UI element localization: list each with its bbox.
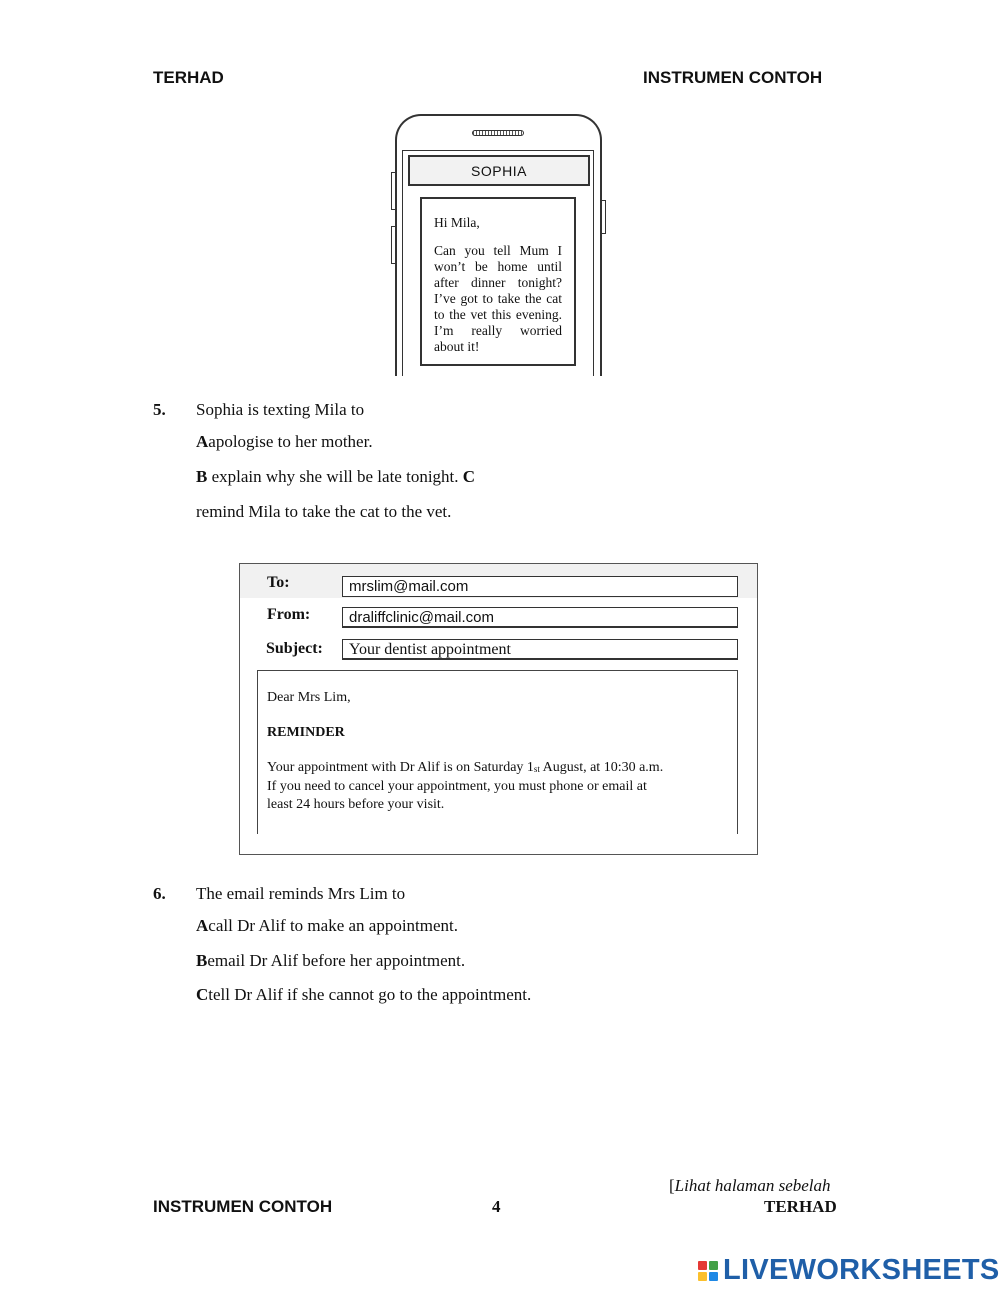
phone-side-button-icon bbox=[391, 226, 395, 264]
logo-squares-icon bbox=[698, 1261, 718, 1281]
message-greeting: Hi Mila, bbox=[434, 215, 480, 230]
email-body bbox=[257, 670, 738, 834]
logo-text: LIVEWORKSHEETS bbox=[723, 1254, 1000, 1286]
option-text: email Dr Alif before her appointment. bbox=[207, 951, 466, 970]
question-6-option-c[interactable] bbox=[196, 985, 531, 1005]
email-body-text: Your appointment with Dr Alif is on Saturday 1st August, at 10:30 a.m. If you need to cancel your appointment, you must phone or email at least 24 hours before your visit. bbox=[267, 760, 664, 812]
question-5-number: 5. bbox=[153, 400, 166, 419]
option-text: call Dr Alif to make an appointment. bbox=[208, 916, 459, 935]
option-text: remind Mila to take the cat to the vet. bbox=[196, 502, 452, 521]
email-subject-field: Your dentist appointment bbox=[342, 639, 738, 660]
footer-note: [Lihat halaman sebelah bbox=[669, 1176, 831, 1195]
option-letter: A bbox=[196, 916, 209, 935]
question-6-stem: The email reminds Mrs Lim to bbox=[196, 884, 406, 903]
header-left: TERHAD bbox=[153, 68, 224, 87]
email-to-label: To: bbox=[267, 574, 290, 591]
liveworksheets-logo[interactable] bbox=[698, 1254, 1000, 1287]
text-message bbox=[420, 197, 576, 366]
option-letter: C bbox=[462, 467, 476, 486]
question-5-stem: Sophia is texting Mila to bbox=[196, 400, 365, 419]
header-right: INSTRUMEN CONTOH bbox=[643, 68, 823, 87]
question-6-option-a[interactable] bbox=[196, 916, 458, 936]
option-text: tell Dr Alif if she cannot go to the appointment. bbox=[208, 985, 532, 1004]
message-body: Can you tell Mum I won’t be home until after dinner tonight? I’ve got to take the cat to the vet this evening. I’m really worried about it! bbox=[434, 243, 562, 354]
page-number: 4 bbox=[492, 1197, 501, 1216]
email-salutation: Dear Mrs Lim, bbox=[267, 690, 351, 705]
option-letter: B bbox=[196, 951, 208, 970]
email-to-field: mrslim@mail.com bbox=[342, 576, 738, 597]
contact-name: SOPHIA bbox=[408, 155, 590, 186]
option-letter: B bbox=[196, 467, 208, 486]
option-text: explain why she will be late tonight. bbox=[207, 467, 463, 486]
email-from-label: From: bbox=[267, 606, 311, 623]
phone-side-button-icon bbox=[391, 172, 395, 210]
question-6-number: 6. bbox=[153, 884, 166, 903]
email-subject-label: Subject: bbox=[266, 640, 323, 657]
option-text: apologise to her mother. bbox=[208, 432, 373, 451]
option-letter: C bbox=[196, 985, 209, 1004]
footer-left: INSTRUMEN CONTOH bbox=[153, 1197, 333, 1216]
phone-side-button-icon bbox=[602, 200, 606, 234]
question-5-option-b[interactable] bbox=[196, 467, 475, 487]
footer-right: TERHAD bbox=[764, 1197, 837, 1216]
question-6-option-b[interactable] bbox=[196, 951, 465, 971]
question-5-option-c[interactable] bbox=[196, 502, 451, 522]
option-letter: A bbox=[196, 432, 209, 451]
question-5-option-a[interactable] bbox=[196, 432, 373, 452]
email-from-field: draliffclinic@mail.com bbox=[342, 607, 738, 628]
phone-speaker-icon bbox=[472, 130, 524, 136]
email-reminder-heading: REMINDER bbox=[267, 725, 345, 740]
